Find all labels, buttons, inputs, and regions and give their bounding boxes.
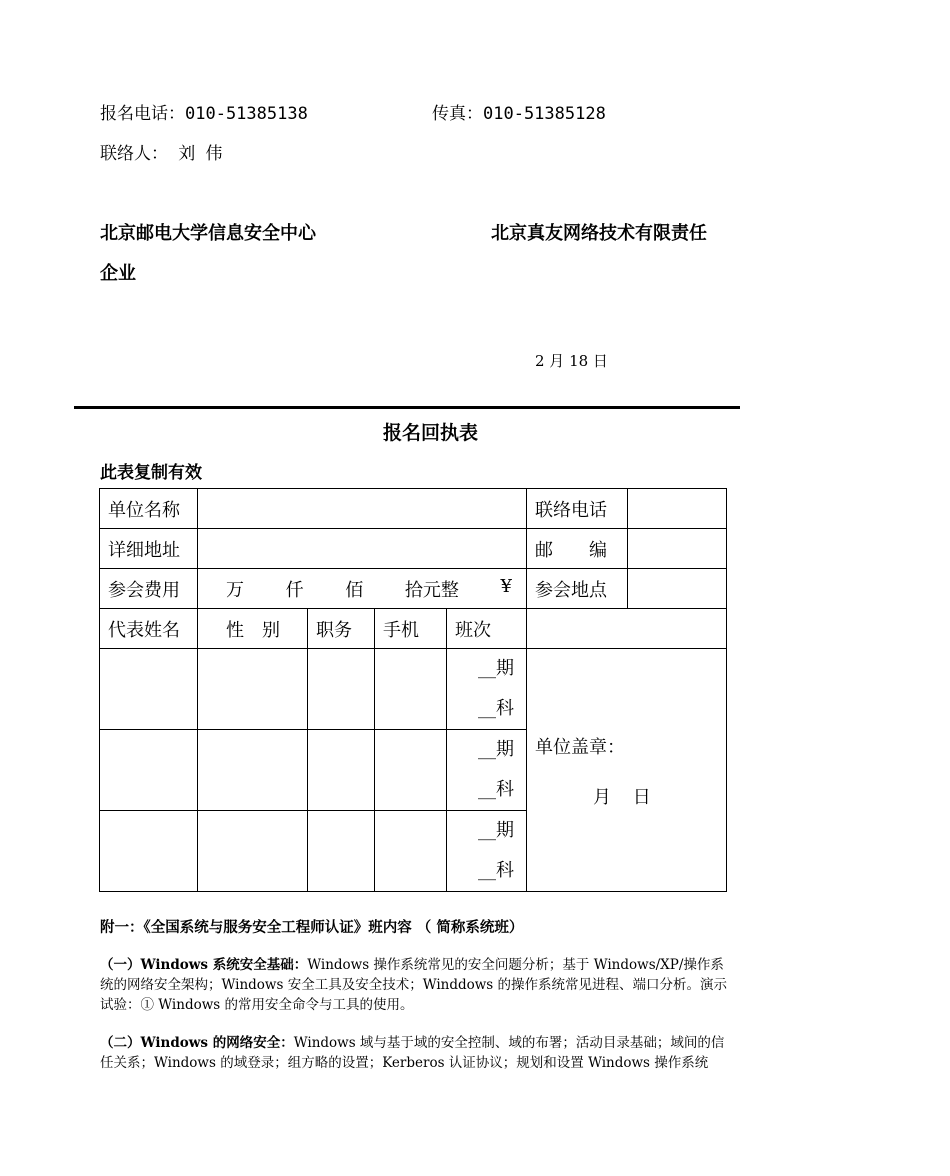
position-header: 职务 <box>308 609 375 649</box>
fee-input[interactable] <box>198 569 527 609</box>
gender-input[interactable] <box>198 811 308 892</box>
table-row <box>100 489 727 529</box>
mobile-input[interactable] <box>375 649 447 730</box>
gender-input[interactable] <box>198 649 308 730</box>
document-date: 2 月 18 日 <box>535 352 608 370</box>
table-row <box>100 609 727 649</box>
fee-unit-shi: 拾元整 <box>404 579 459 601</box>
phone-label: 联络电话 <box>527 489 628 529</box>
rep-name-input[interactable] <box>100 730 198 811</box>
contact-person: 联络人： 刘 伟 <box>100 144 223 164</box>
mobile-input[interactable] <box>375 811 447 892</box>
organizer-left: 北京邮电大学信息安全中心 <box>100 223 316 244</box>
position-input[interactable] <box>308 730 375 811</box>
venue-input[interactable] <box>628 569 727 609</box>
address-input[interactable] <box>198 529 527 569</box>
registration-table <box>99 488 727 892</box>
organizer-right: 北京真友网络技术有限责任 <box>491 223 707 244</box>
fee-unit-wan: 万 <box>226 579 244 601</box>
postcode-input[interactable] <box>628 529 727 569</box>
period-field: __期 <box>478 658 514 679</box>
class-input[interactable] <box>447 649 527 730</box>
address-label: 详细地址 <box>100 529 198 569</box>
table-row <box>100 529 727 569</box>
table-row <box>100 649 727 730</box>
fax-number: 传真：010-51385128 <box>432 104 606 124</box>
table-row <box>100 569 727 609</box>
subject-field: __科 <box>478 698 514 719</box>
period-field: __期 <box>478 820 514 841</box>
organizer-right-continued: 企业 <box>100 263 136 284</box>
unit-name-label: 单位名称 <box>100 489 198 529</box>
subject-field: __科 <box>478 779 514 800</box>
yuan-sign: ¥ <box>500 575 512 597</box>
form-title: 报名回执表 <box>383 422 479 444</box>
position-input[interactable] <box>308 811 375 892</box>
appendix-section-1 <box>100 955 736 1015</box>
fee-label: 参会费用 <box>100 569 198 609</box>
postcode-label: 邮 编 <box>527 529 628 569</box>
section-1-body: Windows 操作系统常见的安全问题分析；基于 Windows/XP/操作系统的网络安全架构；Windows 安全工具及安全技术；Winddows 的操作系统常见进程、端口分析。演示试验：① Windows 的常用安全命令与工具的使用。 <box>100 957 728 1013</box>
mobile-header: 手机 <box>375 609 447 649</box>
registration-phone: 报名电话：010-51385138 <box>100 104 308 124</box>
period-field: __期 <box>478 739 514 760</box>
section-2-heading: （二）Windows 的网络安全： <box>100 1035 294 1051</box>
subject-field: __科 <box>478 860 514 881</box>
header-blank <box>527 609 727 649</box>
class-input[interactable] <box>447 811 527 892</box>
gender-header: 性 别 <box>198 609 308 649</box>
fee-unit-qian: 仟 <box>285 579 304 601</box>
gender-input[interactable] <box>198 730 308 811</box>
seal-label: 单位盖章： <box>535 737 625 758</box>
unit-name-input[interactable] <box>198 489 527 529</box>
seal-date: 月 日 <box>593 787 651 808</box>
horizontal-rule <box>74 406 740 409</box>
class-header: 班次 <box>447 609 527 649</box>
rep-name-input[interactable] <box>100 649 198 730</box>
fee-unit-bai: 佰 <box>345 579 364 601</box>
section-1-heading: （一）Windows 系统安全基础： <box>100 957 308 973</box>
seal-area[interactable] <box>527 649 727 892</box>
appendix-title: 附一：《全国系统与服务安全工程师认证》班内容 （ 简称系统班） <box>100 920 524 936</box>
section-2-body: Windows 域与基于域的安全控制、域的布署；活动目录基础；域间的信任关系；Windows 的域登录；组方略的设置；Kerberos 认证协议；规划和设置 Windows 操作系统 <box>100 1035 725 1071</box>
venue-label: 参会地点 <box>527 569 628 609</box>
mobile-input[interactable] <box>375 730 447 811</box>
class-input[interactable] <box>447 730 527 811</box>
rep-name-input[interactable] <box>100 811 198 892</box>
position-input[interactable] <box>308 649 375 730</box>
form-note: 此表复制有效 <box>100 463 202 483</box>
rep-name-header: 代表姓名 <box>100 609 198 649</box>
phone-input[interactable] <box>628 489 727 529</box>
appendix-section-2 <box>100 1033 736 1073</box>
